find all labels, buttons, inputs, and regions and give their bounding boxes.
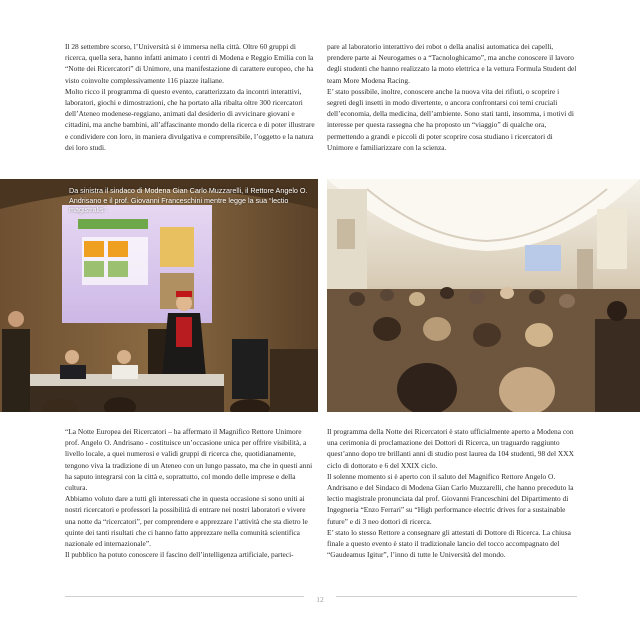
paragraph: Il 28 settembre scorso, l’Università si è immersa nella città. Oltre 60 gruppi di ricerca, quella sera, hanno infatti animato i centri di Modena e Reggio Emilia con la “Notte dei Ricercatori” di Unimore, una manifestazione di carattere europeo, che ha visto coinvolte complessivamente 116 piazze italiane.: [65, 42, 314, 85]
paragraph: Abbiamo voluto dare a tutti gli interessati che in questa occasione si sono uniti ai nostri ricercatori e professori la possibilità di entrare nei nostri laboratori e vivere una notte da “ricercatori”, per comprendere e apprezzare l’attività che sta dietro le quinte dei tanti risultati che ci hanno fatto apprezzare nella comunità scientifica nazionale ed internazionale”.: [65, 494, 308, 549]
paragraph: Il pubblico ha potuto conoscere il fascino dell’intelligenza artificiale, parteci-: [65, 550, 294, 560]
paragraph: “La Notte Europea dei Ricercatori – ha affermato il Magnifico Rettore Unimore prof. Angelo O. Andrisano - costituisce un’occasione unica per offrire visibilità, a livello locale, a quei numerosi e validi gruppi di ricerca che, quotidianamente, tengono viva la tradizione di un Ateneo con un lungo passato, ma che in questi anni ha saputo integrarsi con la città e, soprattutto, col mondo delle imprese e della cultura.: [65, 427, 313, 493]
paragraph: Il programma della Notte dei Ricercatori è stato ufficialmente aperto a Modena con una cerimonia di proclamazione dei Dottori di Ricerca, un traguardo raggiunto quest’anno dopo tre brillanti anni di studio post laurea da 104 studenti, 98 del XXX ciclo di dottorato e 6 del XXIX ciclo.: [327, 427, 574, 470]
article-column-bottom-right: [327, 426, 577, 560]
article-column-top-left: [65, 41, 317, 153]
paragraph: E’ stato lo stesso Rettore a consegnare gli attestati di Dottore di Ricerca. La chiusa finale a questo evento è stato il tradizionale lancio del tocco accompagnato del “Gaudeamus Igitur”, l’inno di tutte le Università del mondo.: [327, 527, 571, 560]
article-column-bottom-left: [65, 426, 317, 560]
paragraph: Molto ricco il programma di questo evento, caratterizzato da incontri interattivi, laboratori, giochi e dimostrazioni, che ha portato alla ribalta oltre 300 ricercatori dell’Ateneo modenese-reggiano, animati dal desiderio di avvicinare giovani e cittadini, ma anche bambini, all’affascinante mondo della ricerca e di poter illustrare e condividere con loro, in maniera divulgativa e comprensibile, l’oggetto e la natura dei loro studi.: [65, 86, 315, 152]
audience-hall-photo: [327, 179, 640, 412]
paragraph: E’ stato possibile, inoltre, conoscere anche la nuova vita dei rifiuti, o scoprire i segreti degli insetti in modo divertente, o ancora confrontarsi coi temi cruciali dell’economia, della medicina, dell’ambiente. Sono stati tanti, insomma, i motivi di interesse per questa rassegna che ha proposto un “viaggio” di qualche ora, permettendo a grandi e piccoli di poter scoprire cosa studiano i ricercatori di Unimore e familiarizzare con la scienza.: [327, 86, 574, 152]
paragraph: Il solenne momento si è aperto con il saluto del Magnifico Rettore Angelo O. Andrisano e del Sindaco di Modena Gian Carlo Muzzarelli, che hanno preceduto la lectio magistrale pronunciata dal prof. Giovanni Franceschini del Dipartimento di Ingegneria “Enzo Ferrari” su “High performance electric drives for a sustainable future” e di 3 neo dottori di ricerca.: [327, 471, 574, 526]
paragraph: pare al laboratorio interattivo dei robot o della analisi automatica dei capelli, prendere parte ai Neurogames o a “Tacnologhicamo”, ma anche conoscere il lavoro degli studenti che hanno realizzato la moto elettrica e la vettura Formula Student del team More Modena Racing.: [327, 42, 577, 85]
photo-caption: Da sinistra il sindaco di Modena Gian Carlo Muzzarelli, il Rettore Angelo O. Andrisano e il prof. Giovanni Franceschini mentre legge la sua “lectio magistralis”.: [69, 186, 308, 215]
page-number: 12: [304, 595, 336, 604]
article-column-top-right: [327, 41, 577, 153]
